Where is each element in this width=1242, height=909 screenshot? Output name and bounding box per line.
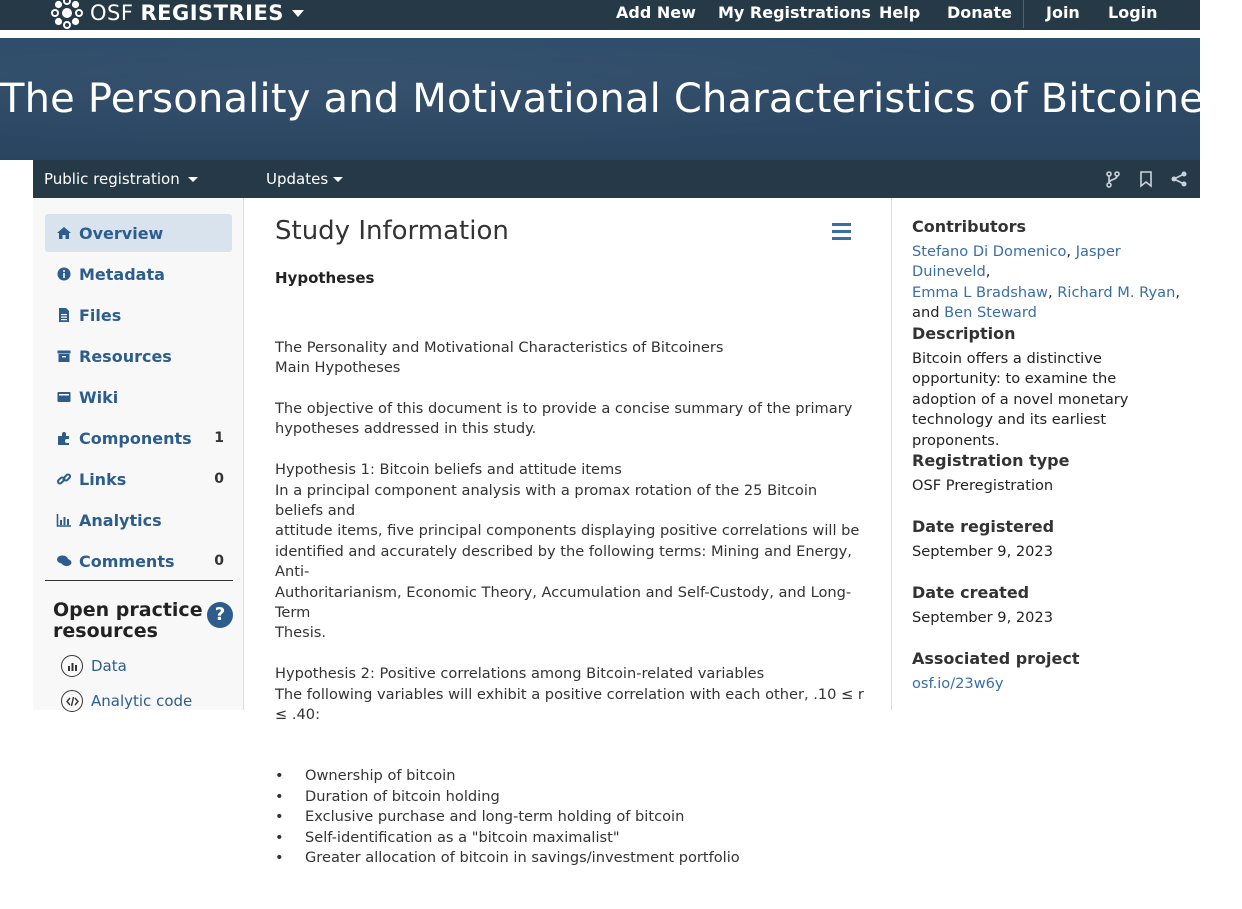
text-line: Authoritarianism, Economic Theory, Accumulation and Self-Custody, and Long-Term [275,583,852,622]
bullet-marker: • [275,808,284,826]
comments-count: 0 [214,553,224,569]
links-count: 0 [214,471,224,487]
sidebar-item-links[interactable] [45,460,232,498]
registration-type-value: OSF Preregistration [912,477,1054,494]
blank-line [275,379,865,399]
text-line: hypotheses addressed in this study. [275,420,537,438]
info-icon [55,265,73,283]
nav-login[interactable]: Login [1108,3,1158,22]
list-item [275,787,865,807]
text-line: The objective of this document is to provide a concise summary of the primary [275,400,853,418]
registration-toolbar [33,160,1200,198]
blank-line [275,440,865,460]
page-title: Study Information [275,216,509,246]
bullet-text: Duration of bitcoin holding [305,787,500,805]
hero-banner [0,38,1242,160]
archive-icon [55,347,73,365]
text-line: Thesis. [275,624,327,642]
bullet-marker: • [275,848,284,866]
sidebar-item-metadata[interactable] [45,255,232,293]
home-icon [55,224,73,242]
sidebar-item-label: Metadata [79,264,165,284]
sidebar-item-overview[interactable] [45,214,232,252]
date-created-value: September 9, 2023 [912,609,1054,626]
contributor-link[interactable]: Emma L Bradshaw [912,283,1048,301]
contributor-link[interactable]: Stefano Di Domenico [912,243,1067,260]
bullet-text: Exclusive purchase and long-term holding of bitcoin [305,808,685,826]
updates-label: Updates [266,170,329,188]
text-line: Hypothesis 1: Bitcoin beliefs and attitude items [275,461,622,479]
sidebar-item-wiki[interactable] [45,378,232,416]
help-question-icon[interactable]: ? [207,602,233,628]
date-created-heading: Date created [912,583,1030,602]
nav-my-registrations[interactable]: My Registrations [718,3,871,22]
open-practice-analytic-code[interactable] [61,689,192,713]
description-heading: Description [912,324,1016,343]
contributors-list: Stefano Di Domenico, Jasper Duineveld, Emma L Bradshaw, Richard M. Ryan, and Ben Steward [912,243,1180,322]
file-icon [55,306,73,324]
nav-add-new[interactable]: Add New [616,3,696,22]
bullet-text: Greater allocation of bitcoin in savings/investment portfolio [305,848,740,866]
puzzle-icon [55,429,73,447]
comments-icon [55,552,73,570]
hypotheses-text [275,297,869,909]
sidebar-item-label: Comments [79,551,175,571]
visibility-label: Public registration [44,170,180,188]
blank-line [275,644,865,664]
text-line: attitude items, five principal components displaying positive correlations will be [275,522,860,540]
chart-icon [55,511,73,529]
registration-type-heading: Registration type [912,451,1070,470]
code-icon [61,690,83,712]
sidebar-item-label: Links [79,469,127,489]
text-line: In a principal component analysis with a promax rotation of the 25 Bitcoin beliefs and [275,481,822,520]
list-item [275,828,865,848]
left-sidebar [33,198,244,710]
right-sidebar [891,198,1200,710]
section-heading: Hypotheses [275,269,375,287]
associated-project-link[interactable] [912,674,1182,694]
sidebar-item-resources[interactable] [45,337,232,375]
fork-icon[interactable] [1104,170,1122,188]
list-item [275,807,865,827]
sidebar-item-files[interactable] [45,296,232,334]
open-practice-code-label: Analytic code [91,692,193,710]
sidebar-item-label: Files [79,305,122,325]
associated-project-url[interactable]: osf.io/23w6y [912,675,1004,692]
contributor-link[interactable]: Jasper Duineveld [912,243,1121,281]
description-text: Bitcoin offers a distinctive opportunity: to examine the adoption of a novel monetary technology and its earliest proponents. [912,350,1129,449]
nav-donate[interactable]: Donate [947,3,1012,22]
wiki-icon [55,388,73,406]
sidebar-item-label: Overview [79,223,164,243]
osf-logo-icon [50,0,84,30]
contributors-heading: Contributors [912,217,1027,236]
associated-project-heading: Associated project [912,649,1080,668]
nav-help[interactable]: Help [879,3,921,22]
open-practice-data-label: Data [91,657,127,675]
registration-title: The Personality and Motivational Characteristics of Bitcoiners [0,76,1242,122]
bullet-marker: • [275,787,284,805]
open-practice-title: Open practice resources [53,599,203,642]
sidebar-item-label: Wiki [79,387,119,407]
sidebar-item-label: Components [79,428,192,448]
visibility-dropdown[interactable] [44,170,198,188]
hamburger-menu-icon[interactable] [832,223,854,243]
updates-dropdown[interactable] [266,170,343,188]
link-icon [55,470,73,488]
text-line: Main Hypotheses [275,359,401,377]
list-item [275,766,865,786]
text-line: identified and accurately described by the following terms: Mining and Energy, Anti- [275,542,857,581]
sidebar-item-analytics[interactable] [45,501,232,539]
sidebar-item-label: Resources [79,346,172,366]
bullet-text: Ownership of bitcoin [305,767,456,785]
sidebar-item-comments[interactable] [45,542,232,580]
contributors-and: and [912,304,940,322]
bullet-marker: • [275,828,284,846]
components-count: 1 [214,430,224,446]
text-line: The Personality and Motivational Characteristics of Bitcoiners [275,338,724,356]
open-practice-data[interactable] [61,654,127,678]
bullet-marker: • [275,767,284,785]
bullet-text: Self-identification as a "bitcoin maximalist" [305,828,620,846]
list-item [275,848,865,868]
top-navbar [0,0,1200,30]
chevron-down-icon [188,177,198,182]
chevron-down-icon [292,10,304,17]
brand-logo-link[interactable] [50,0,304,30]
contributor-link[interactable]: Richard M. Ryan [1057,283,1176,301]
data-icon [61,655,83,677]
nav-join[interactable]: Join [1046,3,1080,22]
contributor-link[interactable]: Ben Steward [944,304,1037,322]
sidebar-divider [45,580,233,581]
text-line: The following variables will exhibit a positive correlation with each other, .10 ≤ r ≤ .40: [275,685,869,724]
date-registered-value: September 9, 2023 [912,543,1054,560]
brand-registries-text: REGISTRIES [140,1,284,25]
sidebar-item-components[interactable] [45,419,232,457]
chevron-down-icon [333,177,343,182]
nav-divider [1023,0,1024,28]
date-registered-heading: Date registered [912,517,1055,536]
text-line: Hypothesis 2: Positive correlations among Bitcoin-related variables [275,665,765,683]
main-content [244,198,891,866]
sidebar-item-label: Analytics [79,510,162,530]
share-icon[interactable] [1170,170,1188,188]
bookmark-icon[interactable] [1137,170,1155,188]
brand-osf-text: OSF [90,1,134,25]
